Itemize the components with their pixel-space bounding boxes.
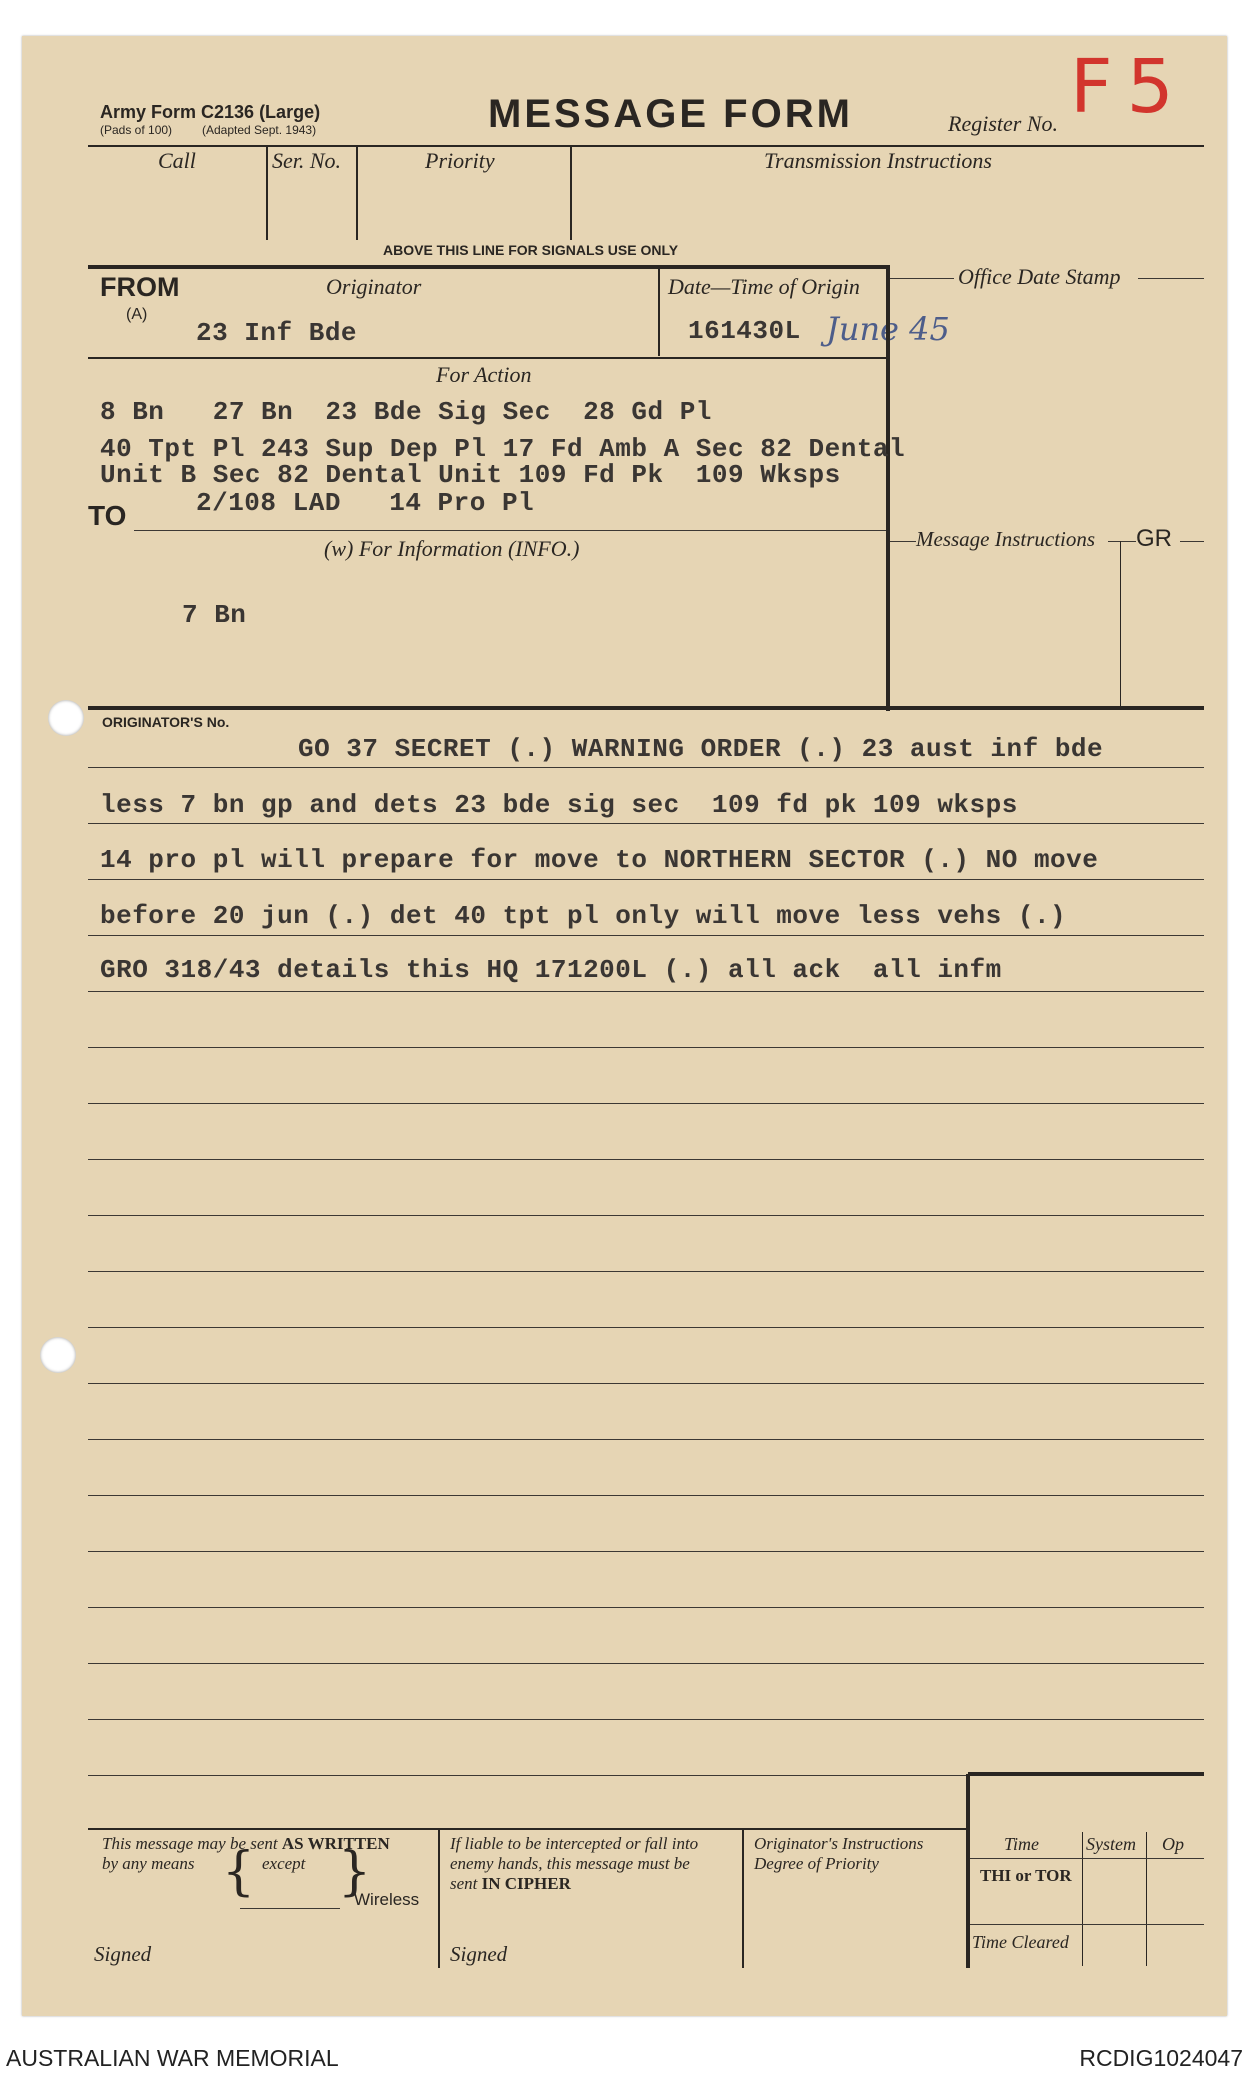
header-rule bbox=[88, 145, 1204, 147]
message-rule bbox=[88, 1159, 1204, 1160]
message-rule bbox=[88, 1215, 1204, 1216]
time-header-rule bbox=[970, 1858, 1204, 1859]
footer-divider-1 bbox=[438, 1830, 440, 1968]
cipher-note-line-3b: IN CIPHER bbox=[481, 1874, 571, 1893]
written-note-a: This message may be sent bbox=[102, 1834, 278, 1853]
message-line-5: GRO 318/43 details this HQ 171200L (.) all ack all infm bbox=[100, 955, 1002, 985]
action-line-2: 40 Tpt Pl 243 Sup Dep Pl 17 Fd Amb A Sec 82 Dental bbox=[100, 434, 906, 464]
info-value: 7 Bn bbox=[182, 600, 247, 630]
from-bottom-rule bbox=[88, 357, 888, 359]
ser-no-label: Ser. No. bbox=[272, 148, 342, 173]
time-cleared-label: Time Cleared bbox=[972, 1932, 1069, 1952]
for-info-label: (w) For Information (INFO.) bbox=[324, 536, 580, 561]
message-rule bbox=[88, 991, 1204, 992]
register-no-value: F5 bbox=[1070, 44, 1188, 130]
to-label: TO bbox=[88, 500, 127, 531]
from-a-label: (A) bbox=[126, 306, 148, 323]
archive-caption-left: AUSTRALIAN WAR MEMORIAL bbox=[6, 2045, 339, 2071]
gr-rule-right bbox=[1180, 541, 1204, 542]
wireless-label: Wireless bbox=[354, 1890, 420, 1909]
cipher-note-line-1: If liable to be intercepted or fall into bbox=[450, 1834, 699, 1853]
time-cleared-rule bbox=[970, 1924, 1204, 1925]
system-label: System bbox=[1086, 1834, 1136, 1854]
form-pads: (Pads of 100) bbox=[100, 123, 173, 137]
divider-serno bbox=[356, 146, 358, 240]
msg-instr-rule-right bbox=[1108, 541, 1136, 542]
message-rule bbox=[88, 767, 1204, 768]
from-label: FROM bbox=[100, 272, 180, 302]
action-line-1: 8 Bn 27 Bn 23 Bde Sig Sec 28 Gd Pl bbox=[100, 397, 712, 427]
originator-label: Originator bbox=[326, 274, 422, 299]
message-line-3: 14 pro pl will prepare for move to NORTHERN SECTOR (.) NO move bbox=[100, 845, 1099, 875]
signals-use-note: ABOVE THIS LINE FOR SIGNALS USE ONLY bbox=[383, 242, 679, 258]
message-rule bbox=[88, 1551, 1204, 1552]
message-rule bbox=[88, 1327, 1204, 1328]
divider-call bbox=[266, 146, 268, 240]
page-title: MESSAGE FORM bbox=[488, 92, 853, 136]
cipher-note-line-3a: sent bbox=[450, 1874, 478, 1893]
written-note-b: AS WRITTEN bbox=[281, 1834, 390, 1853]
priority-label: Priority bbox=[425, 148, 495, 173]
message-rule bbox=[88, 823, 1204, 824]
signed-label-1: Signed bbox=[94, 1942, 152, 1966]
date-handwritten: June 45 bbox=[826, 310, 950, 348]
time-system-divider bbox=[1082, 1832, 1083, 1966]
office-stamp-rule-right bbox=[1138, 278, 1204, 279]
transmission-instructions-label: Transmission Instructions bbox=[764, 148, 992, 173]
message-rule bbox=[88, 935, 1204, 936]
left-brace: { bbox=[222, 1842, 256, 1902]
originators-instructions-label: Originator's Instructions bbox=[754, 1834, 924, 1853]
signed-label-2: Signed bbox=[450, 1942, 508, 1966]
date-time-value: 161430L bbox=[688, 316, 801, 346]
time-box-divider bbox=[966, 1774, 970, 1968]
thi-tor-label: THI or TOR bbox=[980, 1866, 1072, 1885]
message-top-rule bbox=[88, 706, 1204, 710]
message-line-1: GO 37 SECRET (.) WARNING ORDER (.) 23 aust inf bde bbox=[298, 734, 1104, 764]
date-time-label: Date—Time of Origin bbox=[668, 274, 860, 299]
degree-of-priority-label: Degree of Priority bbox=[754, 1854, 879, 1873]
archive-caption-right: RCDIG1024047 bbox=[1079, 2045, 1243, 2071]
gr-label: GR bbox=[1136, 525, 1172, 552]
footer-top-rule bbox=[88, 1828, 970, 1830]
message-rule bbox=[88, 879, 1204, 880]
except-blank-rule bbox=[240, 1908, 340, 1909]
system-op-divider bbox=[1146, 1832, 1147, 1966]
office-stamp-rule-left bbox=[890, 278, 954, 279]
from-top-rule bbox=[88, 265, 890, 269]
gr-divider bbox=[1120, 541, 1121, 706]
call-label: Call bbox=[158, 148, 196, 173]
message-rule bbox=[88, 1607, 1204, 1608]
cipher-note-line-2: enemy hands, this message must be bbox=[450, 1854, 690, 1873]
message-line-4: before 20 jun (.) det 40 tpt pl only will move less vehs (.) bbox=[100, 901, 1067, 931]
except-label: except bbox=[262, 1854, 306, 1873]
action-line-4: 2/108 LAD 14 Pro Pl bbox=[196, 488, 535, 518]
message-rule bbox=[88, 1719, 1204, 1720]
originators-no-label: ORIGINATOR'S No. bbox=[102, 714, 230, 730]
punch-hole-top bbox=[48, 700, 84, 736]
office-date-stamp-label: Office Date Stamp bbox=[958, 264, 1121, 289]
register-no-label: Register No. bbox=[948, 111, 1058, 136]
time-box-top-rule bbox=[968, 1772, 1204, 1776]
written-note-line-2: by any means bbox=[102, 1854, 195, 1873]
msg-instr-rule-left bbox=[890, 541, 916, 542]
time-label: Time bbox=[1004, 1834, 1040, 1854]
punch-hole-bottom bbox=[40, 1337, 76, 1373]
message-rule bbox=[88, 1383, 1204, 1384]
divider-date-time bbox=[658, 268, 660, 356]
footer-divider-2 bbox=[742, 1830, 744, 1968]
to-rule bbox=[134, 530, 886, 531]
message-line-2: less 7 bn gp and dets 23 bde sig sec 109 fd pk 109 wksps bbox=[100, 790, 1018, 820]
op-label: Op bbox=[1162, 1834, 1184, 1854]
message-rule bbox=[88, 1271, 1204, 1272]
message-rule bbox=[88, 1439, 1204, 1440]
right-panel-divider bbox=[886, 265, 890, 711]
form-name: Army Form C2136 (Large) bbox=[100, 102, 321, 122]
message-instructions-label: Message Instructions bbox=[916, 527, 1096, 551]
message-rule bbox=[88, 1663, 1204, 1664]
message-rule bbox=[88, 1775, 968, 1776]
message-rule bbox=[88, 1103, 1204, 1104]
form-adapted: (Adapted Sept. 1943) bbox=[202, 123, 317, 137]
divider-priority bbox=[570, 146, 572, 240]
action-line-3: Unit B Sec 82 Dental Unit 109 Fd Pk 109 Wksps bbox=[100, 460, 841, 490]
for-action-label: For Action bbox=[436, 362, 532, 387]
message-rule bbox=[88, 1495, 1204, 1496]
message-rule bbox=[88, 1047, 1204, 1048]
originator-value: 23 Inf Bde bbox=[196, 318, 358, 348]
right-brace: } bbox=[338, 1842, 372, 1902]
